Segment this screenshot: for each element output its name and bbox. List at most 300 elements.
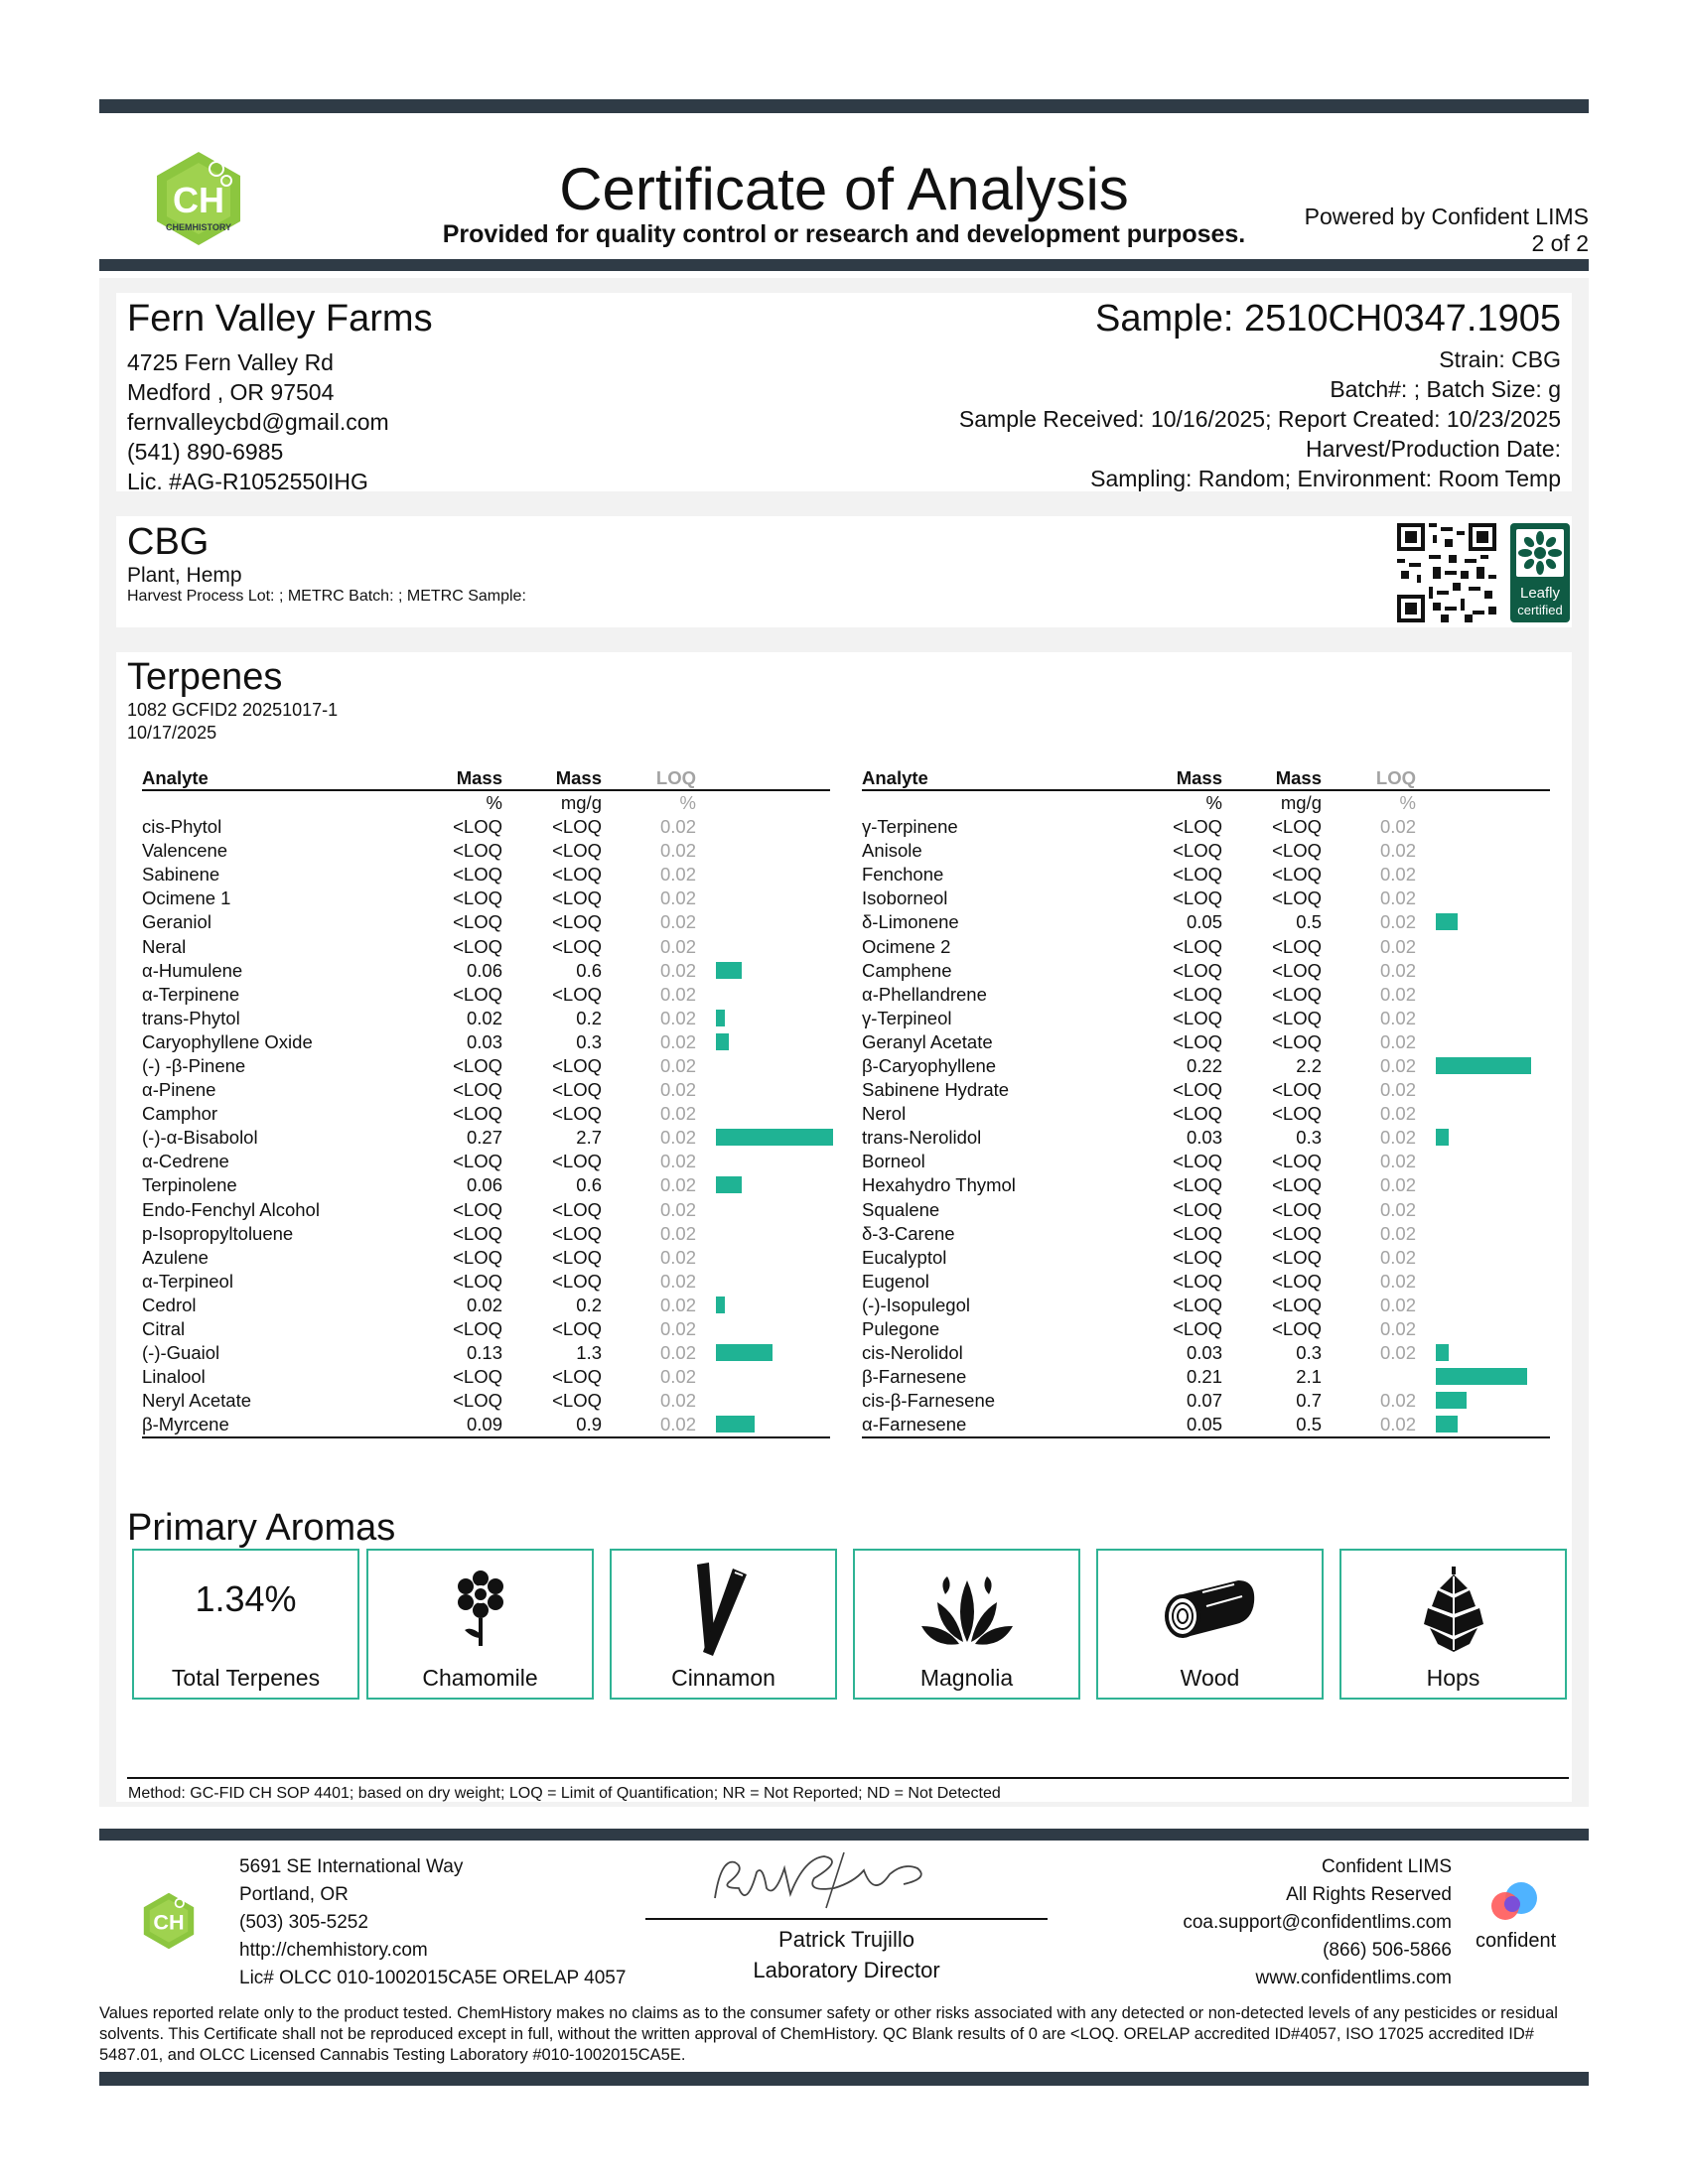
loq-value: 0.02 bbox=[659, 1103, 696, 1125]
mass-mg: 2.2 bbox=[1296, 1054, 1322, 1076]
table-row bbox=[142, 1341, 830, 1365]
col-mass-pct: Mass bbox=[456, 767, 502, 788]
col-mass-mg: Mass bbox=[1275, 767, 1322, 788]
table-row bbox=[142, 1413, 830, 1436]
table-row bbox=[142, 1007, 830, 1030]
loq-value: 0.02 bbox=[1379, 935, 1416, 957]
mass-pct: 0.05 bbox=[1186, 911, 1222, 933]
table-row bbox=[862, 934, 1550, 958]
loq-value: 0.02 bbox=[659, 864, 696, 886]
mass-pct: <LOQ bbox=[453, 1079, 502, 1101]
mass-pct: <LOQ bbox=[1173, 1222, 1222, 1244]
mass-pct: <LOQ bbox=[1173, 840, 1222, 862]
mass-mg: <LOQ bbox=[552, 887, 602, 909]
table-header bbox=[862, 767, 1550, 791]
loq-value: 0.02 bbox=[1379, 1198, 1416, 1220]
terpenes-title: Terpenes bbox=[127, 656, 283, 698]
table-row bbox=[142, 959, 830, 983]
table-row bbox=[862, 1126, 1550, 1150]
mass-mg: 0.3 bbox=[576, 1030, 602, 1052]
unit-pct: % bbox=[1205, 792, 1222, 813]
table-row bbox=[862, 1150, 1550, 1173]
terpene-bar bbox=[1436, 1416, 1458, 1433]
mass-mg: <LOQ bbox=[1272, 887, 1322, 909]
mass-pct: <LOQ bbox=[1173, 959, 1222, 981]
loq-value: 0.02 bbox=[1379, 1222, 1416, 1244]
units-row bbox=[862, 791, 1550, 815]
mass-mg: <LOQ bbox=[552, 816, 602, 838]
terpene-table-left bbox=[142, 767, 830, 1438]
loq-value: 0.02 bbox=[659, 983, 696, 1005]
unit-pct: % bbox=[486, 792, 502, 813]
loq-value: 0.02 bbox=[659, 1414, 696, 1435]
loq-value: 0.02 bbox=[1379, 1246, 1416, 1268]
mass-pct: <LOQ bbox=[453, 1151, 502, 1172]
analyte-name: trans-Nerolidol bbox=[862, 1127, 982, 1149]
loq-value: 0.02 bbox=[1379, 887, 1416, 909]
analyte-name: Isoborneol bbox=[862, 887, 948, 909]
mass-pct: <LOQ bbox=[453, 1390, 502, 1412]
mass-mg: <LOQ bbox=[1272, 816, 1322, 838]
table-row bbox=[862, 1317, 1550, 1341]
mass-mg: <LOQ bbox=[1272, 935, 1322, 957]
analyte-name: Sabinene Hydrate bbox=[862, 1079, 1010, 1101]
mass-pct: <LOQ bbox=[1173, 816, 1222, 838]
mass-pct: <LOQ bbox=[1173, 887, 1222, 909]
aroma-label: Cinnamon bbox=[671, 1665, 775, 1691]
mass-pct: <LOQ bbox=[453, 1366, 502, 1388]
loq-value: 0.02 bbox=[1379, 864, 1416, 886]
mass-mg: <LOQ bbox=[1272, 983, 1322, 1005]
unit-mg: mg/g bbox=[560, 792, 602, 813]
mass-pct: <LOQ bbox=[453, 1318, 502, 1340]
analyte-name: Eucalyptol bbox=[862, 1246, 947, 1268]
terpene-bar bbox=[1436, 1392, 1467, 1409]
loq-value: 0.02 bbox=[1379, 1270, 1416, 1292]
analyte-name: Citral bbox=[142, 1318, 186, 1340]
mass-pct: <LOQ bbox=[453, 1222, 502, 1244]
table-row bbox=[142, 1078, 830, 1102]
loq-value: 0.02 bbox=[659, 816, 696, 838]
lab-website[interactable]: http://chemhistory.com bbox=[239, 1940, 428, 1961]
aroma-magnolia bbox=[853, 1549, 1080, 1700]
lab-info bbox=[239, 1853, 626, 1992]
analyte-name: Neryl Acetate bbox=[142, 1390, 252, 1412]
table-row bbox=[142, 1317, 830, 1341]
loq-value: 0.02 bbox=[659, 1366, 696, 1388]
mass-pct: <LOQ bbox=[453, 1246, 502, 1268]
terpene-bar bbox=[1436, 1344, 1449, 1361]
analyte-name: α-Terpinene bbox=[142, 983, 240, 1005]
table-row bbox=[862, 839, 1550, 863]
aroma-label: Hops bbox=[1426, 1665, 1480, 1691]
page-number: 2 of 2 bbox=[1531, 230, 1589, 256]
lims-name: Confident LIMS bbox=[1322, 1856, 1452, 1877]
mass-mg: <LOQ bbox=[552, 1318, 602, 1340]
client-name: Fern Valley Farms bbox=[127, 298, 433, 340]
aroma-cinnamon bbox=[610, 1549, 837, 1700]
terpene-bar bbox=[716, 1176, 742, 1193]
mass-mg: 2.7 bbox=[576, 1127, 602, 1149]
analyte-name: Ocimene 2 bbox=[862, 935, 951, 957]
table-header bbox=[142, 767, 830, 791]
aroma-wood bbox=[1096, 1549, 1324, 1700]
table-row bbox=[862, 1389, 1550, 1413]
analyte-name: Nerol bbox=[862, 1103, 907, 1125]
lims-email[interactable]: coa.support@confidentlims.com bbox=[1183, 1912, 1452, 1933]
lims-rights: All Rights Reserved bbox=[1286, 1884, 1452, 1905]
loq-value: 0.02 bbox=[659, 1270, 696, 1292]
table-row bbox=[142, 1054, 830, 1078]
total-terpenes-value: 1.34% bbox=[195, 1578, 297, 1619]
loq-value: 0.02 bbox=[1379, 1414, 1416, 1435]
table-row bbox=[142, 863, 830, 887]
mass-mg: <LOQ bbox=[552, 1222, 602, 1244]
analyte-name: γ-Terpineol bbox=[862, 1007, 952, 1028]
loq-value: 0.02 bbox=[1379, 1342, 1416, 1364]
analyte-name: cis-β-Farnesene bbox=[862, 1390, 996, 1412]
analyte-name: Hexahydro Thymol bbox=[862, 1174, 1016, 1196]
table-row bbox=[862, 910, 1550, 934]
analyte-name: Camphene bbox=[862, 959, 952, 981]
mass-pct: <LOQ bbox=[453, 1054, 502, 1076]
mass-pct: <LOQ bbox=[1173, 983, 1222, 1005]
leafly-certified-badge[interactable] bbox=[1510, 523, 1570, 622]
analyte-name: trans-Phytol bbox=[142, 1007, 240, 1028]
table-row bbox=[862, 1270, 1550, 1294]
terpene-bar bbox=[716, 1010, 725, 1026]
col-loq: LOQ bbox=[1375, 767, 1416, 788]
table-row bbox=[862, 815, 1550, 839]
table-row bbox=[142, 1030, 830, 1054]
product-name: CBG bbox=[127, 521, 210, 563]
confident-logo-text: confident bbox=[1476, 1930, 1557, 1952]
table-row bbox=[142, 1150, 830, 1173]
mass-mg: <LOQ bbox=[1272, 1079, 1322, 1101]
page-subtitle: Provided for quality control or research and development purposes. bbox=[442, 220, 1246, 248]
analyte-name: Caryophyllene Oxide bbox=[142, 1030, 313, 1052]
col-mass-mg: Mass bbox=[555, 767, 602, 788]
table-row bbox=[142, 839, 830, 863]
qr-code-icon[interactable] bbox=[1397, 523, 1496, 622]
analyte-name: Terpinolene bbox=[142, 1174, 237, 1196]
sample-details bbox=[959, 344, 1561, 493]
loq-value: 0.02 bbox=[1379, 911, 1416, 933]
loq-value: 0.02 bbox=[1379, 1174, 1416, 1196]
director-signature bbox=[695, 1848, 953, 1918]
analyte-name: α-Terpineol bbox=[142, 1270, 233, 1292]
sample-batch: Batch#: ; Batch Size: g bbox=[1330, 376, 1561, 402]
mass-mg: 0.3 bbox=[1296, 1342, 1322, 1364]
analyte-name: Anisole bbox=[862, 840, 922, 862]
analyte-name: (-)-α-Bisabolol bbox=[142, 1127, 258, 1149]
mass-pct: <LOQ bbox=[453, 887, 502, 909]
loq-value: 0.02 bbox=[659, 1390, 696, 1412]
mass-pct: <LOQ bbox=[453, 935, 502, 957]
client-email: fernvalleycbd@gmail.com bbox=[127, 409, 389, 435]
terpene-bar bbox=[716, 962, 742, 979]
terpene-bar bbox=[716, 1344, 773, 1361]
mass-mg: <LOQ bbox=[1272, 1174, 1322, 1196]
mass-pct: 0.09 bbox=[466, 1414, 502, 1435]
loq-value: 0.02 bbox=[1379, 959, 1416, 981]
mass-pct: 0.21 bbox=[1186, 1366, 1222, 1388]
mass-pct: <LOQ bbox=[1173, 1103, 1222, 1125]
terpene-bar bbox=[1436, 913, 1458, 930]
loq-value: 0.02 bbox=[659, 935, 696, 957]
loq-value: 0.02 bbox=[1379, 1294, 1416, 1315]
table-row bbox=[862, 863, 1550, 887]
table-row bbox=[142, 983, 830, 1007]
svg-text:CH: CH bbox=[173, 180, 224, 220]
analyte-name: Camphor bbox=[142, 1103, 218, 1125]
loq-value: 0.02 bbox=[659, 1151, 696, 1172]
confident-logo-icon bbox=[1485, 1878, 1545, 1928]
mass-mg: <LOQ bbox=[552, 935, 602, 957]
analyte-name: Linalool bbox=[142, 1366, 206, 1388]
mass-pct: <LOQ bbox=[453, 840, 502, 862]
mass-mg: <LOQ bbox=[552, 1054, 602, 1076]
mass-pct: <LOQ bbox=[1173, 1151, 1222, 1172]
top-rule bbox=[99, 99, 1589, 113]
table-row bbox=[142, 1173, 830, 1197]
mass-mg: 0.6 bbox=[576, 959, 602, 981]
table-row bbox=[862, 959, 1550, 983]
table-row bbox=[142, 1102, 830, 1126]
mass-mg: <LOQ bbox=[1272, 1151, 1322, 1172]
table-row bbox=[862, 1413, 1550, 1436]
table-row bbox=[142, 1246, 830, 1270]
aroma-hops bbox=[1339, 1549, 1567, 1700]
footer-rule-bottom bbox=[99, 2072, 1589, 2086]
mass-mg: <LOQ bbox=[1272, 1222, 1322, 1244]
sample-id: Sample: 2510CH0347.1905 bbox=[1094, 298, 1561, 340]
analyte-name: Geraniol bbox=[142, 911, 211, 933]
mass-mg: 2.1 bbox=[1296, 1366, 1322, 1388]
mass-mg: 0.9 bbox=[576, 1414, 602, 1435]
loq-value: 0.02 bbox=[659, 1054, 696, 1076]
mass-mg: <LOQ bbox=[552, 1198, 602, 1220]
terpene-bar bbox=[716, 1297, 725, 1313]
aroma-label: Magnolia bbox=[919, 1665, 1014, 1691]
loq-value: 0.02 bbox=[659, 1318, 696, 1340]
loq-value: 0.02 bbox=[659, 1079, 696, 1101]
mass-mg: 0.5 bbox=[1296, 1414, 1322, 1435]
table-row bbox=[142, 887, 830, 910]
col-analyte: Analyte bbox=[142, 767, 209, 788]
lab-phone: (503) 305-5252 bbox=[239, 1912, 368, 1933]
lims-phone: (866) 506-5866 bbox=[1323, 1940, 1452, 1961]
table-row bbox=[142, 1222, 830, 1246]
mass-mg: <LOQ bbox=[552, 1366, 602, 1388]
analyte-name: α-Farnesene bbox=[862, 1414, 967, 1435]
loq-value: 0.02 bbox=[659, 887, 696, 909]
analyte-name: Eugenol bbox=[862, 1270, 929, 1292]
table-row bbox=[142, 1198, 830, 1222]
mass-pct: 0.02 bbox=[466, 1294, 502, 1315]
analyte-name: cis-Phytol bbox=[142, 816, 222, 838]
table-row bbox=[862, 983, 1550, 1007]
client-phone: (541) 890-6985 bbox=[127, 439, 284, 465]
analyte-name: δ-Limonene bbox=[862, 911, 959, 933]
table-row bbox=[862, 1341, 1550, 1365]
mass-mg: <LOQ bbox=[1272, 1030, 1322, 1052]
units-row bbox=[142, 791, 830, 815]
signer-title: Laboratory Director bbox=[753, 1958, 940, 1982]
loq-value: 0.02 bbox=[1379, 1103, 1416, 1125]
table-row bbox=[142, 910, 830, 934]
analyte-name: α-Pinene bbox=[142, 1079, 216, 1101]
analyte-name: (-)-Guaiol bbox=[142, 1342, 220, 1364]
mass-pct: 0.05 bbox=[1186, 1414, 1222, 1435]
mass-mg: 0.2 bbox=[576, 1294, 602, 1315]
mass-mg: <LOQ bbox=[552, 1270, 602, 1292]
table-row bbox=[862, 1246, 1550, 1270]
loq-value: 0.02 bbox=[659, 840, 696, 862]
lims-info bbox=[1183, 1853, 1452, 1992]
terpene-bar bbox=[716, 1129, 833, 1146]
analyte-name: Pulegone bbox=[862, 1318, 940, 1340]
sample-sampling: Sampling: Random; Environment: Room Temp bbox=[1090, 466, 1561, 491]
loq-value: 0.02 bbox=[1379, 1030, 1416, 1052]
mass-mg: <LOQ bbox=[1272, 1007, 1322, 1028]
table-bottom-rule bbox=[142, 1436, 830, 1438]
analyte-name: Endo-Fenchyl Alcohol bbox=[142, 1198, 320, 1220]
client-address2: Medford , OR 97504 bbox=[127, 379, 335, 405]
svg-text:CH: CH bbox=[153, 1909, 185, 1935]
loq-value: 0.02 bbox=[1379, 1054, 1416, 1076]
table-row bbox=[142, 934, 830, 958]
unit-loq: % bbox=[1399, 792, 1416, 813]
analyte-name: α-Phellandrene bbox=[862, 983, 987, 1005]
analyte-name: Sabinene bbox=[142, 864, 220, 886]
method-rule bbox=[127, 1777, 1569, 1779]
mass-pct: 0.02 bbox=[466, 1007, 502, 1028]
mass-pct: <LOQ bbox=[1173, 1246, 1222, 1268]
hops-icon bbox=[1414, 1565, 1493, 1659]
powered-by: Powered by Confident LIMS bbox=[1304, 204, 1589, 229]
footer-chemhistory-logo bbox=[139, 1891, 199, 1951]
loq-value: 0.02 bbox=[1379, 1079, 1416, 1101]
terpene-bar bbox=[716, 1033, 729, 1050]
table-row bbox=[142, 1365, 830, 1389]
sample-harvest: Harvest/Production Date: bbox=[1306, 436, 1561, 462]
mass-pct: 0.07 bbox=[1186, 1390, 1222, 1412]
mass-mg: <LOQ bbox=[552, 1151, 602, 1172]
page-title: Certificate of Analysis bbox=[559, 156, 1129, 222]
analyte-name: Ocimene 1 bbox=[142, 887, 231, 909]
loq-value: 0.02 bbox=[659, 1246, 696, 1268]
mass-mg: <LOQ bbox=[1272, 1198, 1322, 1220]
loq-value: 0.02 bbox=[659, 1030, 696, 1052]
chamomile-icon bbox=[451, 1569, 510, 1653]
leafly-label: Leafly bbox=[1519, 585, 1561, 602]
mass-pct: 0.03 bbox=[1186, 1127, 1222, 1149]
mass-pct: <LOQ bbox=[453, 1198, 502, 1220]
mass-pct: <LOQ bbox=[1173, 1007, 1222, 1028]
loq-value: 0.02 bbox=[1379, 1151, 1416, 1172]
mass-pct: 0.22 bbox=[1186, 1054, 1222, 1076]
loq-value: 0.02 bbox=[659, 911, 696, 933]
mass-pct: <LOQ bbox=[1173, 1079, 1222, 1101]
loq-value: 0.02 bbox=[1379, 983, 1416, 1005]
terpenes-instrument: 1082 GCFID2 20251017-1 bbox=[127, 700, 339, 720]
loq-value: 0.02 bbox=[659, 1174, 696, 1196]
mass-mg: <LOQ bbox=[552, 1103, 602, 1125]
mass-mg: <LOQ bbox=[1272, 1270, 1322, 1292]
sample-dates: Sample Received: 10/16/2025; Report Created: 10/23/2025 bbox=[958, 406, 1561, 432]
leafly-icon bbox=[1510, 523, 1570, 585]
mass-mg: <LOQ bbox=[1272, 864, 1322, 886]
mass-pct: <LOQ bbox=[453, 983, 502, 1005]
leafly-sublabel: certified bbox=[1517, 603, 1563, 617]
table-row bbox=[862, 1198, 1550, 1222]
mass-pct: <LOQ bbox=[1173, 1318, 1222, 1340]
mass-pct: <LOQ bbox=[453, 864, 502, 886]
loq-value: 0.02 bbox=[659, 1222, 696, 1244]
loq-value: 0.02 bbox=[659, 1007, 696, 1028]
mass-pct: 0.03 bbox=[466, 1030, 502, 1052]
signature-line bbox=[645, 1918, 1048, 1920]
mass-mg: <LOQ bbox=[552, 864, 602, 886]
loq-value: 0.02 bbox=[1379, 1318, 1416, 1340]
mass-pct: 0.06 bbox=[466, 1174, 502, 1196]
mass-mg: <LOQ bbox=[1272, 840, 1322, 862]
table-row bbox=[862, 1054, 1550, 1078]
mass-mg: <LOQ bbox=[552, 1390, 602, 1412]
mass-pct: <LOQ bbox=[453, 1270, 502, 1292]
analyte-name: β-Caryophyllene bbox=[862, 1054, 997, 1076]
loq-value: 0.02 bbox=[1379, 1007, 1416, 1028]
table-row bbox=[142, 1294, 830, 1317]
loq-value: 0.02 bbox=[659, 1294, 696, 1315]
total-terpenes-label: Total Terpenes bbox=[171, 1665, 321, 1691]
loq-value: 0.02 bbox=[1379, 840, 1416, 862]
analyte-name: β-Myrcene bbox=[142, 1414, 229, 1435]
signer-name: Patrick Trujillo bbox=[778, 1927, 914, 1952]
table-row bbox=[862, 1007, 1550, 1030]
col-loq: LOQ bbox=[655, 767, 696, 788]
terpene-bar bbox=[1436, 1057, 1531, 1074]
table-row bbox=[862, 1294, 1550, 1317]
footer-rule-top bbox=[99, 1829, 1589, 1841]
mass-mg: <LOQ bbox=[552, 1246, 602, 1268]
mass-mg: <LOQ bbox=[1272, 1103, 1322, 1125]
analyte-name: Neral bbox=[142, 935, 187, 957]
analyte-name: Cedrol bbox=[142, 1294, 197, 1315]
mass-pct: <LOQ bbox=[453, 1103, 502, 1125]
aroma-chamomile bbox=[366, 1549, 594, 1700]
table-row bbox=[862, 1078, 1550, 1102]
mass-pct: 0.27 bbox=[466, 1127, 502, 1149]
terpene-bar bbox=[716, 1416, 755, 1433]
table-row bbox=[862, 1222, 1550, 1246]
mass-pct: 0.03 bbox=[1186, 1342, 1222, 1364]
analyte-name: (-)-Isopulegol bbox=[862, 1294, 970, 1315]
analyte-name: γ-Terpinene bbox=[862, 816, 958, 838]
method-note: Method: GC-FID CH SOP 4401; based on dry weight; LOQ = Limit of Quantification; NR = Not Reported; ND = Not Detected bbox=[128, 1785, 1001, 1802]
table-bottom-rule bbox=[862, 1436, 1550, 1438]
analyte-name: p-Isopropyltoluene bbox=[142, 1222, 294, 1244]
table-row bbox=[862, 1173, 1550, 1197]
loq-value: 0.02 bbox=[659, 1342, 696, 1364]
table-row bbox=[862, 1030, 1550, 1054]
lims-website[interactable]: www.confidentlims.com bbox=[1255, 1968, 1452, 1988]
analyte-name: (-) -β-Pinene bbox=[142, 1054, 246, 1076]
table-row bbox=[862, 1365, 1550, 1389]
analyte-name: Azulene bbox=[142, 1246, 209, 1268]
loq-value: 0.02 bbox=[659, 1198, 696, 1220]
